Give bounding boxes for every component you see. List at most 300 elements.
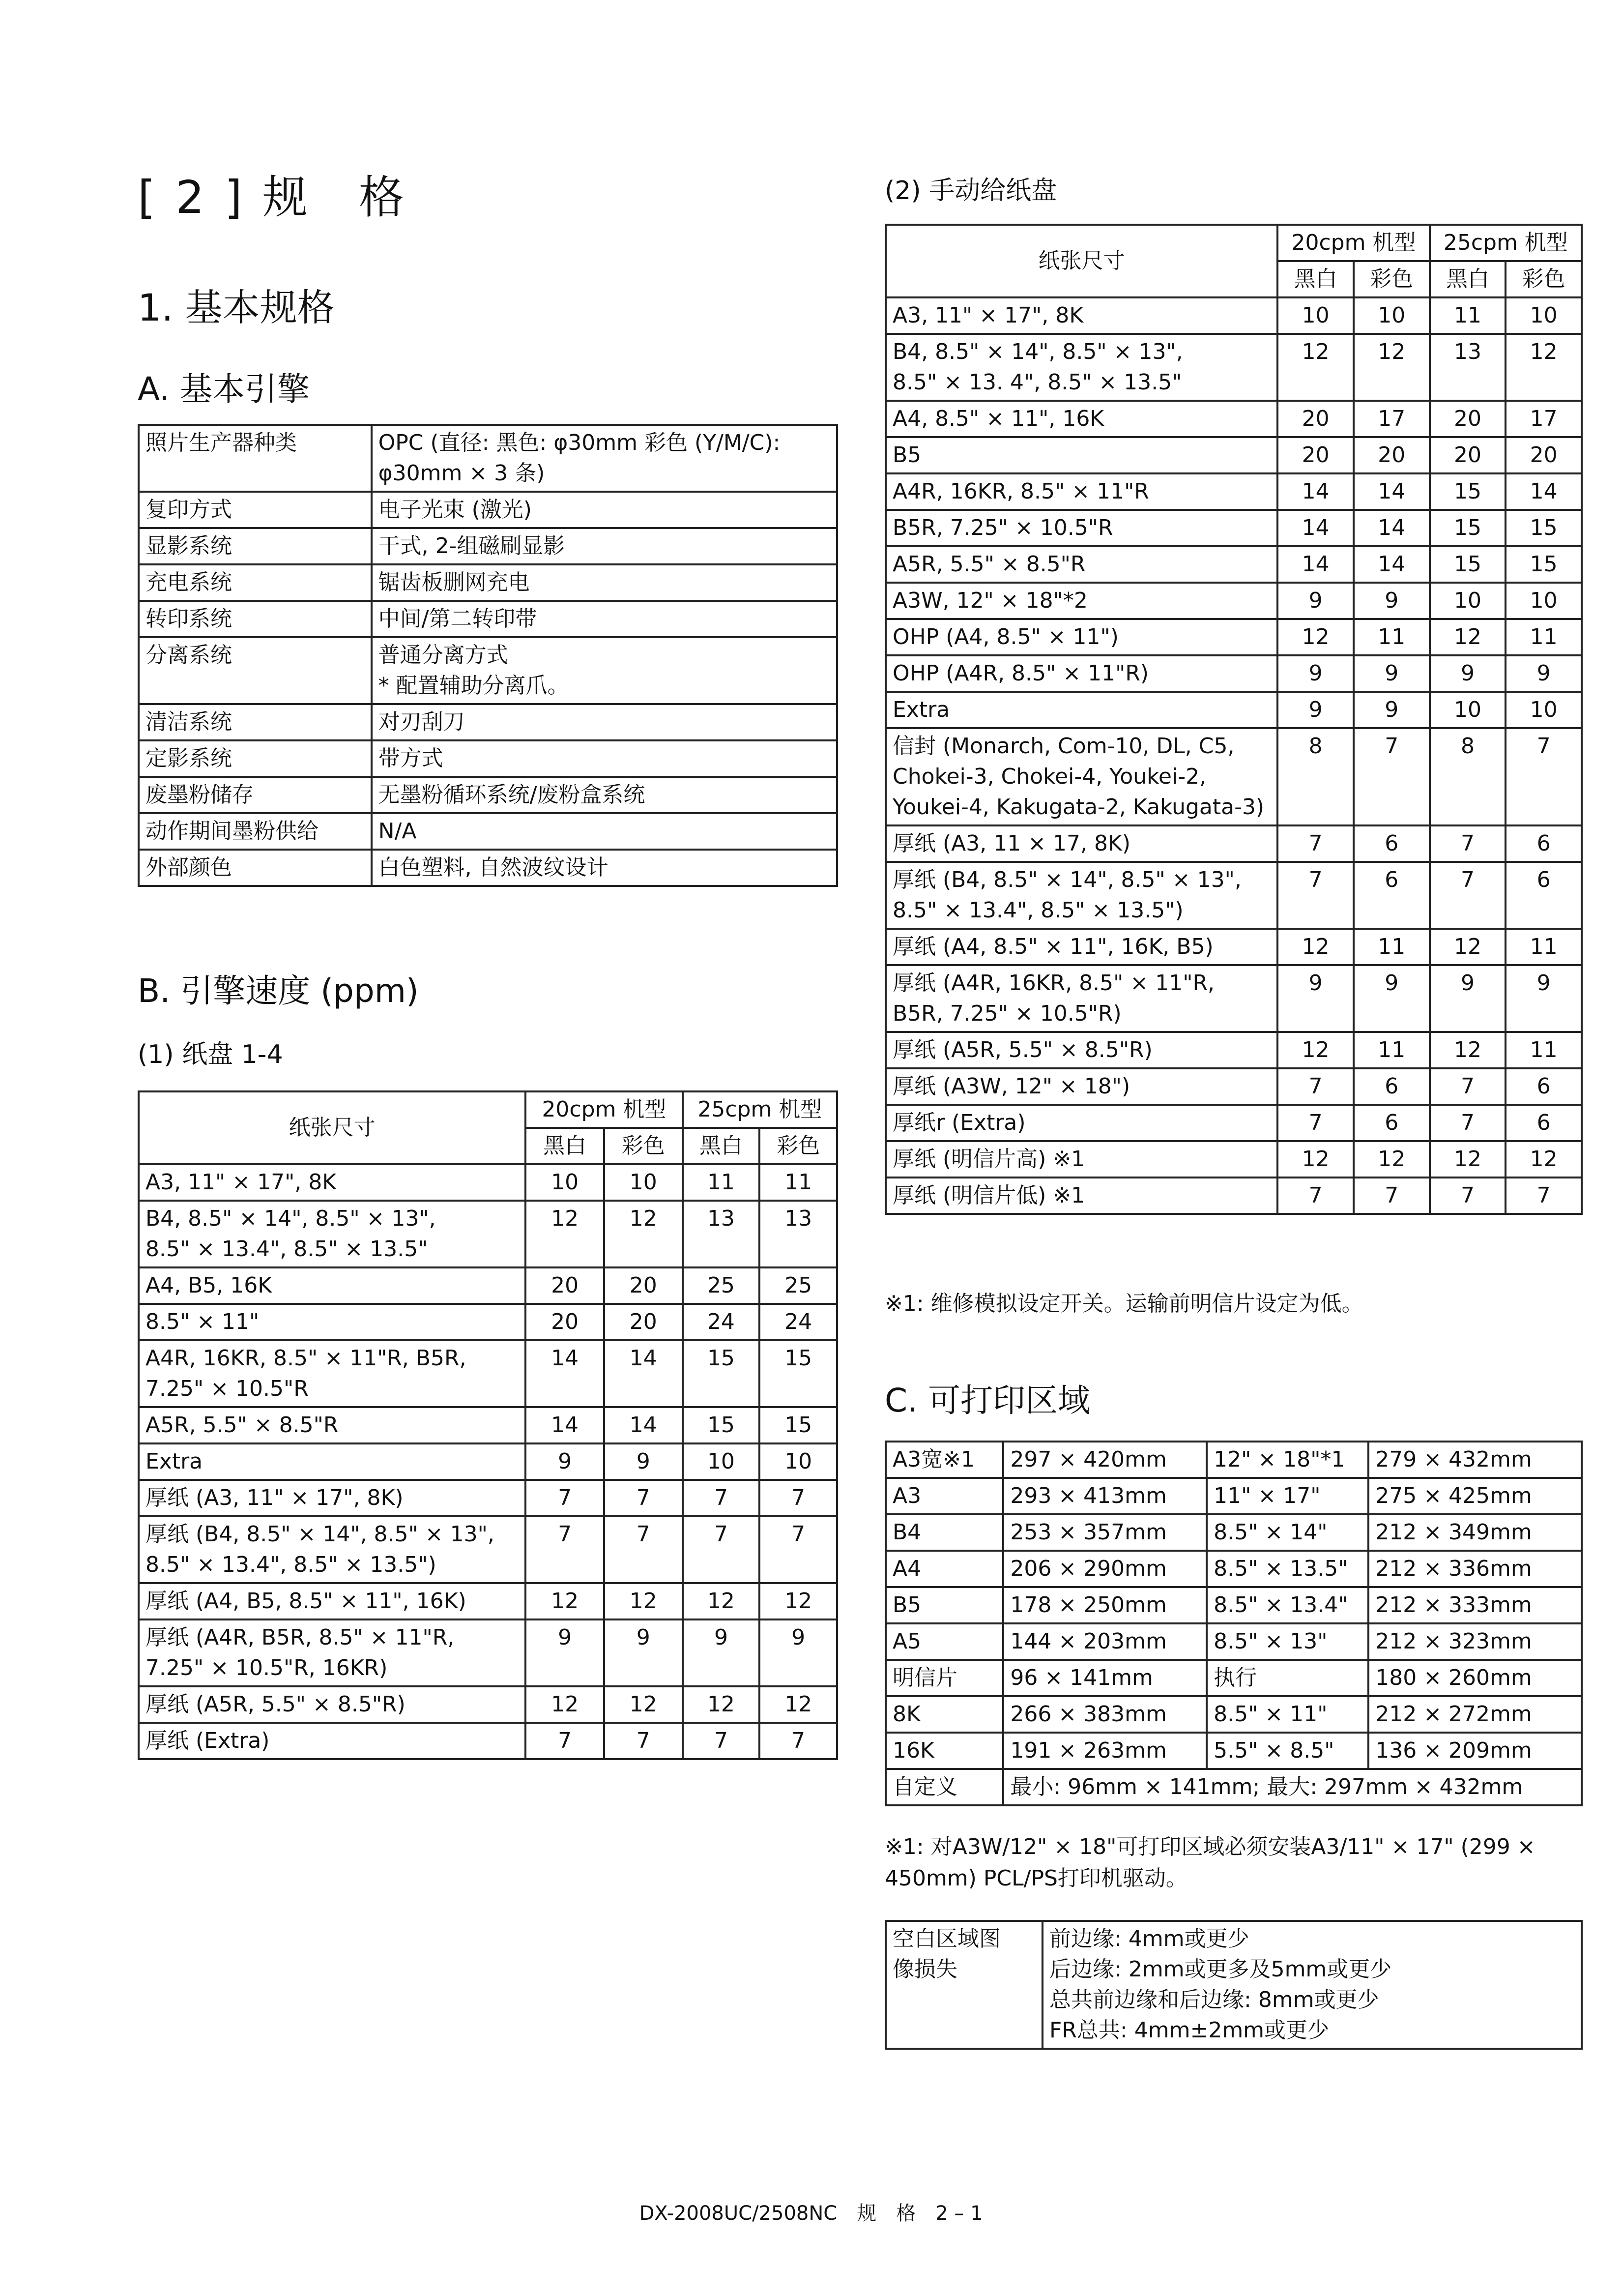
table-cell: 14: [1354, 546, 1430, 583]
table-cell: 16K: [886, 1733, 1003, 1769]
table-cell: 20: [525, 1267, 604, 1304]
table-cell: Extra: [139, 1443, 525, 1480]
table-cell: 20: [1277, 437, 1354, 473]
table-row: [886, 1551, 1582, 1587]
table-row: [139, 637, 837, 704]
table-cell: 11: [1506, 619, 1582, 655]
table-row: [886, 401, 1582, 437]
table-cell: 14: [1354, 473, 1430, 510]
table-row: [139, 1164, 837, 1201]
table-cell: 180 × 260mm: [1368, 1660, 1582, 1696]
table-row: [139, 1407, 837, 1443]
table-cell: 12: [1430, 1032, 1506, 1068]
table-cell: 6: [1506, 1068, 1582, 1105]
table-cell: 6: [1506, 862, 1582, 929]
table-cell: 8.5" × 11": [139, 1304, 525, 1340]
table-cell: 9: [683, 1619, 760, 1686]
table-cell: 转印系统: [139, 601, 372, 637]
table-cell: 8.5" × 13": [1207, 1623, 1368, 1660]
postcard-note: ※1: 维修模拟设定开关。运输前明信片设定为低。: [885, 1291, 1363, 1316]
printable-area-table: [885, 1441, 1583, 1806]
table-cell: A4: [886, 1551, 1003, 1587]
table-row: [139, 1583, 837, 1619]
table-cell: 厚纸 (A3W, 12" × 18"): [886, 1068, 1277, 1105]
table-row: [886, 1921, 1582, 2049]
table-cell: A4R, 16KR, 8.5" × 11"R, B5R, 7.25" × 10.5"R: [139, 1340, 525, 1407]
table-cell: 9: [1354, 583, 1430, 619]
table-cell: 10: [1506, 583, 1582, 619]
color-header: 彩色: [759, 1128, 837, 1164]
table-cell: 9: [1506, 655, 1582, 692]
printable-area-note: ※1: 对A3W/12" × 18"可打印区域必须安装A3/11" × 17" (299 × 450mm) PCL/PS打印机驱动。: [885, 1834, 1535, 1891]
table-row: [139, 1267, 837, 1304]
table-cell: 12: [759, 1686, 837, 1723]
table-cell: A5R, 5.5" × 8.5"R: [886, 546, 1277, 583]
table-cell: 253 × 357mm: [1003, 1514, 1207, 1551]
table-cell: 191 × 263mm: [1003, 1733, 1207, 1769]
table-cell: 20: [1277, 401, 1354, 437]
table-cell: 7: [525, 1480, 604, 1516]
model-25cpm-header: 25cpm 机型: [1430, 225, 1582, 261]
table-cell: 9: [1506, 965, 1582, 1032]
section-c-title: C. 可打印区域: [885, 1382, 1091, 1419]
table-cell: 9: [1354, 692, 1430, 728]
table-cell: 10: [525, 1164, 604, 1201]
table-cell: 厚纸 (A4, 8.5" × 11", 16K, B5): [886, 929, 1277, 965]
manual-tray-subtitle: (2) 手动给纸盘: [885, 176, 1057, 206]
table-cell: 废墨粉储存: [139, 777, 372, 813]
table-cell: 15: [1430, 473, 1506, 510]
table-row: [139, 740, 837, 777]
table-cell: 复印方式: [139, 492, 372, 528]
table-row: [886, 692, 1582, 728]
table-cell: 分离系统: [139, 637, 372, 704]
table-cell: 11: [1354, 619, 1430, 655]
table-cell: 14: [1277, 473, 1354, 510]
table-cell: 11" × 17": [1207, 1478, 1368, 1514]
table-cell: 15: [1506, 546, 1582, 583]
margin-label: 空白区域图 像损失: [886, 1921, 1043, 2049]
table-cell: 7: [759, 1516, 837, 1583]
table-row: [886, 334, 1582, 401]
table-cell: 13: [759, 1201, 837, 1267]
margin-value: 前边缘: 4mm或更少 后边缘: 2mm或更多及5mm或更少 总共前边缘和后边缘: 8mm或更少 FR总共: 4mm±2mm或更少: [1043, 1921, 1582, 2049]
table-cell: 279 × 432mm: [1368, 1442, 1582, 1478]
table-cell: 厚纸 (A5R, 5.5" × 8.5"R): [139, 1686, 525, 1723]
table-cell: 7: [604, 1723, 683, 1759]
table-row: [886, 473, 1582, 510]
table-cell: 6: [1506, 1105, 1582, 1141]
paper-size-header: 纸张尺寸: [139, 1091, 525, 1164]
table-cell: 明信片: [886, 1660, 1003, 1696]
table-cell: 7: [683, 1723, 760, 1759]
table-cell: B4: [886, 1514, 1003, 1551]
table-cell: A4, B5, 16K: [139, 1267, 525, 1304]
color-header: 彩色: [1506, 261, 1582, 297]
table-cell: A5R, 5.5" × 8.5"R: [139, 1407, 525, 1443]
table-cell: 9: [1277, 965, 1354, 1032]
table-row: [139, 777, 837, 813]
table-cell: 9: [1277, 583, 1354, 619]
table-cell: 8.5" × 14": [1207, 1514, 1368, 1551]
table-cell: 12: [525, 1686, 604, 1723]
table-cell: 7: [759, 1723, 837, 1759]
table-cell: 8: [1430, 728, 1506, 825]
table-row: [139, 1686, 837, 1723]
table-cell: 14: [604, 1340, 683, 1407]
table-cell: 14: [604, 1407, 683, 1443]
margin-table: [885, 1920, 1583, 2050]
table-row: [139, 1619, 837, 1686]
table-cell: 执行: [1207, 1660, 1368, 1696]
table-cell: B5: [886, 437, 1277, 473]
table-row: [886, 1623, 1582, 1660]
table-row: [139, 1340, 837, 1407]
table-cell: 7: [1430, 825, 1506, 862]
table-row: [886, 728, 1582, 825]
table-cell: 7: [1506, 1177, 1582, 1214]
table-cell: 12: [604, 1201, 683, 1267]
table-cell: 11: [759, 1164, 837, 1201]
bw-header: 黑白: [683, 1128, 760, 1164]
page-footer: DX-2008UC/2508NC 规 格 2 – 1: [639, 2202, 983, 2225]
table-cell: 12: [1430, 1141, 1506, 1177]
table-row: [886, 1105, 1582, 1141]
table-row: [886, 1032, 1582, 1068]
table-cell: 11: [1354, 929, 1430, 965]
table-cell: B5: [886, 1587, 1003, 1623]
table-cell: 12: [1506, 1141, 1582, 1177]
table-cell: 17: [1506, 401, 1582, 437]
table-row: [886, 619, 1582, 655]
table-cell: 24: [759, 1304, 837, 1340]
custom-label: 自定义: [886, 1769, 1003, 1805]
table-cell: 厚纸 (A5R, 5.5" × 8.5"R): [886, 1032, 1277, 1068]
table-cell: 7: [1430, 1068, 1506, 1105]
table-cell: 20: [525, 1304, 604, 1340]
table-row: [139, 601, 837, 637]
table-cell: 7: [604, 1480, 683, 1516]
table-row: [886, 862, 1582, 929]
table-cell: 20: [1354, 437, 1430, 473]
table-row: [139, 1443, 837, 1480]
table-cell: 12: [1354, 334, 1430, 401]
table-row: [886, 546, 1582, 583]
table-cell: 7: [1354, 1177, 1430, 1214]
table-cell: A3: [886, 1478, 1003, 1514]
manual-tray-speed-table: [885, 224, 1583, 1215]
table-cell: 锯齿板删网充电: [372, 564, 837, 601]
table-cell: 20: [604, 1304, 683, 1340]
table-cell: 白色塑料, 自然波纹设计: [372, 850, 837, 886]
table-row: [139, 528, 837, 564]
table-row: [886, 929, 1582, 965]
table-cell: 12: [1354, 1141, 1430, 1177]
table-cell: 12: [1430, 619, 1506, 655]
table-cell: 厚纸 (A3, 11 × 17, 8K): [886, 825, 1277, 862]
table-cell: 厚纸 (明信片高) ※1: [886, 1141, 1277, 1177]
table-cell: 12: [1277, 619, 1354, 655]
table-cell: 7: [1430, 1105, 1506, 1141]
table-row: [886, 1442, 1582, 1478]
model-20cpm-header: 20cpm 机型: [1277, 225, 1429, 261]
table-cell: 9: [759, 1619, 837, 1686]
table-row: [886, 583, 1582, 619]
table-cell: 7: [1277, 862, 1354, 929]
table-cell: 6: [1354, 825, 1430, 862]
table-cell: 厚纸 (Extra): [139, 1723, 525, 1759]
table-cell: 14: [1277, 510, 1354, 546]
basic-engine-table: [138, 424, 838, 887]
table-cell: 14: [1506, 473, 1582, 510]
table-cell: 7: [683, 1480, 760, 1516]
table-cell: 10: [1277, 297, 1354, 334]
table-cell: B5R, 7.25" × 10.5"R: [886, 510, 1277, 546]
table-cell: 7: [1430, 1177, 1506, 1214]
table-cell: 7: [525, 1723, 604, 1759]
table-cell: OPC (直径: 黑色: φ30mm 彩色 (Y/M/C): φ30mm × 3 条): [372, 425, 837, 492]
table-row: [139, 813, 837, 850]
table-cell: 12: [1506, 334, 1582, 401]
table-cell: 7: [1506, 728, 1582, 825]
table-cell: 厚纸 (A4, B5, 8.5" × 11", 16K): [139, 1583, 525, 1619]
bw-header: 黑白: [1277, 261, 1354, 297]
table-cell: 带方式: [372, 740, 837, 777]
table-cell: OHP (A4, 8.5" × 11"): [886, 619, 1277, 655]
table-cell: 12: [1277, 1032, 1354, 1068]
table-cell: A4, 8.5" × 11", 16K: [886, 401, 1277, 437]
table-cell: 干式, 2-组磁刷显影: [372, 528, 837, 564]
table-cell: 显影系统: [139, 528, 372, 564]
table-cell: 照片生产器种类: [139, 425, 372, 492]
table-cell: 11: [1430, 297, 1506, 334]
table-cell: 厚纸 (B4, 8.5" × 14", 8.5" × 13", 8.5" × 13.4", 8.5" × 13.5"): [139, 1516, 525, 1583]
table-cell: 11: [1506, 929, 1582, 965]
table-cell: 9: [604, 1443, 683, 1480]
table-cell: 12: [525, 1583, 604, 1619]
table-row: [886, 1587, 1582, 1623]
table-cell: 中间/第二转印带: [372, 601, 837, 637]
table-cell: 14: [1354, 510, 1430, 546]
table-cell: 充电系统: [139, 564, 372, 601]
table-cell: 13: [683, 1201, 760, 1267]
tray-speed-table: [138, 1090, 838, 1760]
table-row: [886, 965, 1582, 1032]
table-cell: 7: [525, 1516, 604, 1583]
table-cell: 8: [1277, 728, 1354, 825]
table-row: [886, 297, 1582, 334]
table-row: [139, 1480, 837, 1516]
table-cell: 20: [1506, 437, 1582, 473]
table-cell: 14: [525, 1340, 604, 1407]
table-cell: 297 × 420mm: [1003, 1442, 1207, 1478]
table-cell: 7: [1277, 825, 1354, 862]
table-cell: 对刃刮刀: [372, 704, 837, 740]
table-cell: 212 × 323mm: [1368, 1623, 1582, 1660]
table-row: [886, 655, 1582, 692]
table-cell: 普通分离方式 * 配置辅助分离爪。: [372, 637, 837, 704]
table-cell: 外部颜色: [139, 850, 372, 886]
table-cell: A5: [886, 1623, 1003, 1660]
table-row: [886, 1068, 1582, 1105]
tray-subtitle: (1) 纸盘 1-4: [138, 1040, 283, 1069]
table-cell: 25: [683, 1267, 760, 1304]
table-cell: 206 × 290mm: [1003, 1551, 1207, 1587]
table-cell: 12" × 18"*1: [1207, 1442, 1368, 1478]
table-cell: 9: [1277, 692, 1354, 728]
table-cell: 15: [759, 1407, 837, 1443]
table-cell: 10: [1430, 692, 1506, 728]
table-row: [886, 1514, 1582, 1551]
table-row: [886, 437, 1582, 473]
table-row: [139, 704, 837, 740]
table-cell: 20: [1430, 401, 1506, 437]
table-cell: 8.5" × 13.4": [1207, 1587, 1368, 1623]
table-cell: 144 × 203mm: [1003, 1623, 1207, 1660]
table-cell: 10: [1506, 692, 1582, 728]
table-cell: 12: [1430, 929, 1506, 965]
table-cell: 15: [683, 1407, 760, 1443]
table-cell: 12: [604, 1583, 683, 1619]
table-cell: 9: [1430, 965, 1506, 1032]
table-cell: 10: [759, 1443, 837, 1480]
section-b-title: B. 引擎速度 (ppm): [138, 972, 419, 1010]
table-cell: 10: [683, 1443, 760, 1480]
table-cell: 14: [525, 1407, 604, 1443]
bw-header: 黑白: [1430, 261, 1506, 297]
table-cell: 动作期间墨粉供给: [139, 813, 372, 850]
table-cell: 11: [1354, 1032, 1430, 1068]
table-row: [139, 1516, 837, 1583]
table-cell: 厚纸r (Extra): [886, 1105, 1277, 1141]
table-cell: 11: [683, 1164, 760, 1201]
table-cell: 25: [759, 1267, 837, 1304]
table-cell: N/A: [372, 813, 837, 850]
table-cell: 12: [759, 1583, 837, 1619]
table-cell: 12: [525, 1201, 604, 1267]
table-cell: 8K: [886, 1696, 1003, 1733]
table-cell: 8.5" × 13.5": [1207, 1551, 1368, 1587]
table-cell: 212 × 336mm: [1368, 1551, 1582, 1587]
table-cell: 266 × 383mm: [1003, 1696, 1207, 1733]
table-row: [886, 1769, 1582, 1805]
table-row: [139, 425, 837, 492]
table-cell: 厚纸 (A3, 11" × 17", 8K): [139, 1480, 525, 1516]
table-cell: 7: [1277, 1105, 1354, 1141]
table-cell: OHP (A4R, 8.5" × 11"R): [886, 655, 1277, 692]
table-cell: 15: [1506, 510, 1582, 546]
table-cell: 10: [604, 1164, 683, 1201]
table-cell: 5.5" × 8.5": [1207, 1733, 1368, 1769]
table-cell: 7: [604, 1516, 683, 1583]
table-cell: 12: [683, 1583, 760, 1619]
chapter-title: [ 2 ] 规 格: [138, 171, 407, 224]
table-row: [886, 1660, 1582, 1696]
table-cell: 12: [604, 1686, 683, 1723]
table-cell: 12: [683, 1686, 760, 1723]
table-cell: A3, 11" × 17", 8K: [139, 1164, 525, 1201]
table-cell: 275 × 425mm: [1368, 1478, 1582, 1514]
table-cell: A3宽※1: [886, 1442, 1003, 1478]
table-row: [886, 1177, 1582, 1214]
table-cell: A3, 11" × 17", 8K: [886, 297, 1277, 334]
table-cell: 136 × 209mm: [1368, 1733, 1582, 1769]
table-cell: 14: [1277, 546, 1354, 583]
table-cell: 7: [1430, 862, 1506, 929]
table-cell: A4R, 16KR, 8.5" × 11"R: [886, 473, 1277, 510]
table-cell: 11: [1506, 1032, 1582, 1068]
table-cell: 无墨粉循环系统/废粉盒系统: [372, 777, 837, 813]
table-cell: 9: [525, 1619, 604, 1686]
table-cell: 212 × 333mm: [1368, 1587, 1582, 1623]
table-row: [886, 1696, 1582, 1733]
table-cell: 212 × 272mm: [1368, 1696, 1582, 1733]
table-row: [886, 1141, 1582, 1177]
table-cell: 12: [1277, 334, 1354, 401]
table-cell: 9: [1354, 965, 1430, 1032]
table-cell: 293 × 413mm: [1003, 1478, 1207, 1514]
table-cell: 6: [1354, 862, 1430, 929]
table-row: [139, 1723, 837, 1759]
table-cell: 7: [1354, 728, 1430, 825]
table-cell: 17: [1354, 401, 1430, 437]
table-cell: 12: [1277, 1141, 1354, 1177]
table-cell: Extra: [886, 692, 1277, 728]
table-cell: 10: [1354, 297, 1430, 334]
table-row: [139, 1201, 837, 1267]
table-cell: 厚纸 (B4, 8.5" × 14", 8.5" × 13", 8.5" × 13.4", 8.5" × 13.5"): [886, 862, 1277, 929]
color-header: 彩色: [1354, 261, 1430, 297]
table-cell: 信封 (Monarch, Com-10, DL, C5, Chokei-3, Chokei-4, Youkei-2, Youkei-4, Kakugata-2, Kakugata-3): [886, 728, 1277, 825]
table-cell: 7: [1277, 1068, 1354, 1105]
model-25cpm-header: 25cpm 机型: [683, 1091, 837, 1128]
paper-size-header: 纸张尺寸: [886, 225, 1277, 297]
table-cell: 7: [759, 1480, 837, 1516]
table-cell: 厚纸 (A4R, 16KR, 8.5" × 11"R, B5R, 7.25" × 10.5"R): [886, 965, 1277, 1032]
table-cell: 20: [604, 1267, 683, 1304]
table-cell: 10: [1506, 297, 1582, 334]
table-cell: A3W, 12" × 18"*2: [886, 583, 1277, 619]
section-1-title: 1. 基本规格: [138, 286, 335, 329]
table-cell: 7: [1277, 1177, 1354, 1214]
table-cell: 15: [1430, 546, 1506, 583]
table-cell: 9: [525, 1443, 604, 1480]
table-cell: 212 × 349mm: [1368, 1514, 1582, 1551]
table-cell: 厚纸 (A4R, B5R, 8.5" × 11"R, 7.25" × 10.5"R, 16KR): [139, 1619, 525, 1686]
table-cell: 6: [1506, 825, 1582, 862]
table-cell: B4, 8.5" × 14", 8.5" × 13", 8.5" × 13. 4", 8.5" × 13.5": [886, 334, 1277, 401]
table-cell: 9: [604, 1619, 683, 1686]
table-row: [139, 1304, 837, 1340]
table-cell: 15: [1430, 510, 1506, 546]
table-cell: 24: [683, 1304, 760, 1340]
table-row: [886, 510, 1582, 546]
table-cell: 7: [683, 1516, 760, 1583]
custom-value: 最小: 96mm × 141mm; 最大: 297mm × 432mm: [1003, 1769, 1582, 1805]
section-a-title: A. 基本引擎: [138, 370, 310, 408]
table-cell: 96 × 141mm: [1003, 1660, 1207, 1696]
table-cell: 15: [683, 1340, 760, 1407]
table-cell: 178 × 250mm: [1003, 1587, 1207, 1623]
table-cell: 9: [1354, 655, 1430, 692]
table-cell: 13: [1430, 334, 1506, 401]
table-row: [886, 1733, 1582, 1769]
table-row: [139, 492, 837, 528]
table-cell: 6: [1354, 1068, 1430, 1105]
table-cell: 15: [759, 1340, 837, 1407]
table-cell: 8.5" × 11": [1207, 1696, 1368, 1733]
table-cell: 清洁系统: [139, 704, 372, 740]
